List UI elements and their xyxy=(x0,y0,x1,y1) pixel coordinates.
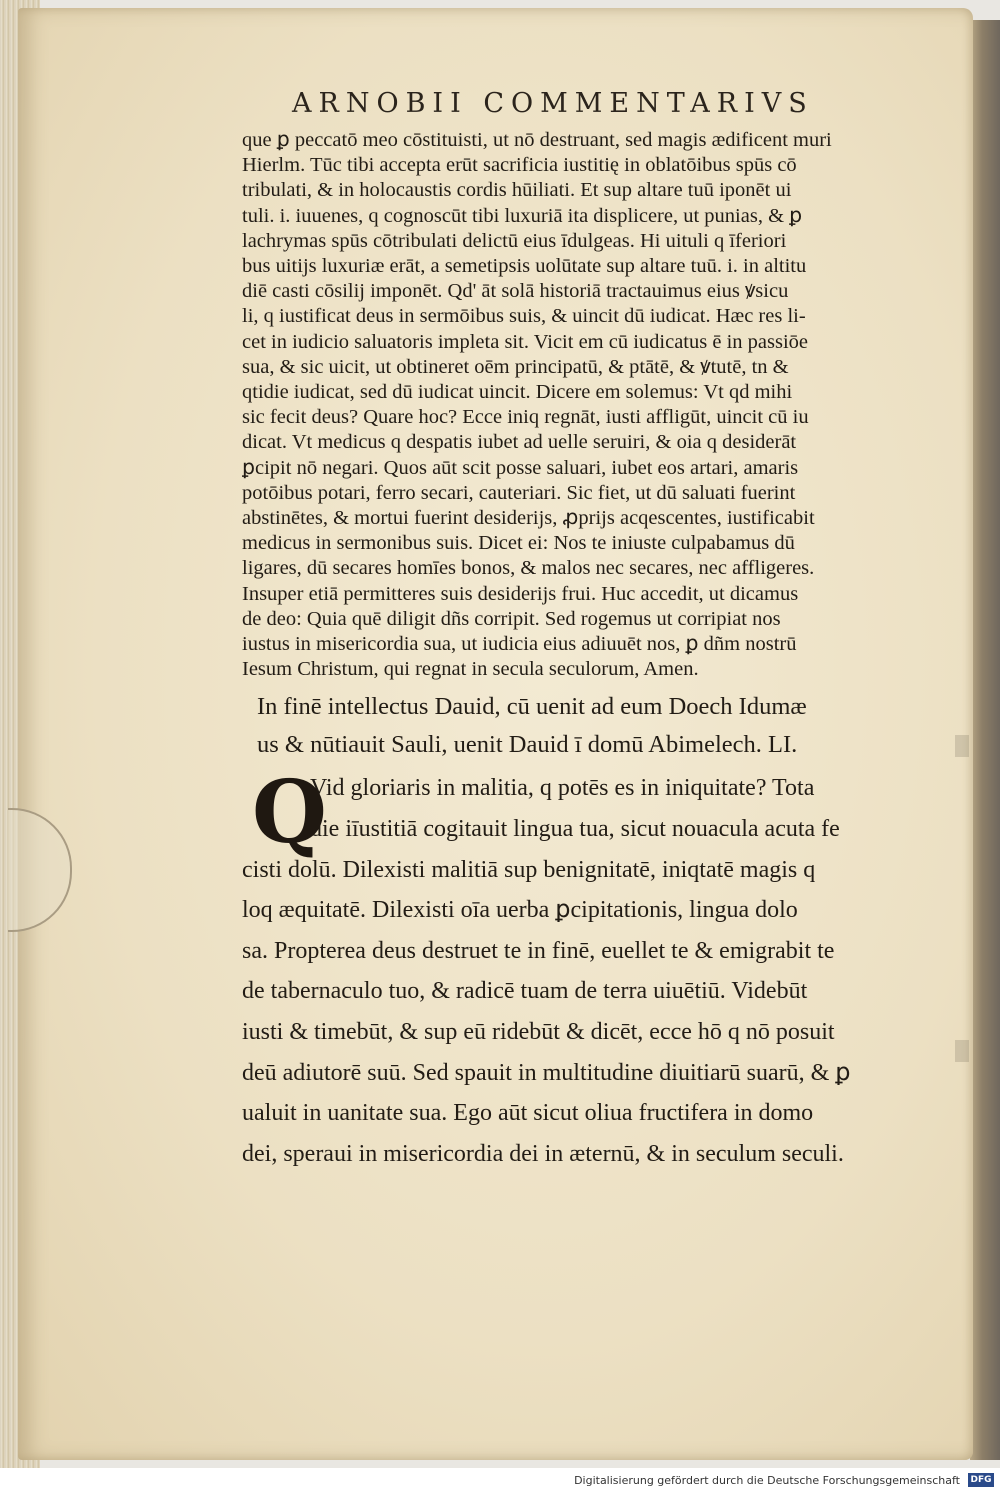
psalm-line: die iīustitiā cogitauit lingua tua, sicut nouacula acuta fe xyxy=(310,816,840,843)
text-line: ꝑcipit nō negari. Quos aūt scit posse saluari, iubet eos artari, amaris xyxy=(242,456,799,479)
decorated-initial: Q xyxy=(252,762,327,864)
text-line: sua, & sic uicit, ut obtineret oēm principatū, & ptātē, & ꝟtutē, tn & xyxy=(242,355,789,378)
text-line: Hierlm. Tūc tibi accepta erūt sacrificia iustitię in oblatōibus spūs cō xyxy=(242,154,797,177)
commentary-block xyxy=(242,128,962,682)
text-line: de deo: Quia quē diligit dñs corripit. Sed rogemus ut corripiat nos xyxy=(242,607,781,630)
text-line: medicus in sermonibus suis. Dicet ei: Nos te iniuste culpabamus dū xyxy=(242,532,795,555)
text-line: sic fecit deus? Quare hoc? Ecce iniq regnāt, iusti affligūt, uincit cū iu xyxy=(242,406,809,429)
text-line: ligares, dū secares homīes bonos, & malos nec secares, nec affligeres. xyxy=(242,557,815,580)
funding-credit: Digitalisierung gefördert durch die Deutsche Forschungsgemeinschaft xyxy=(574,1474,960,1487)
psalm-text xyxy=(242,762,962,1174)
psalm-line: Vid gloriaris in malitia, q potēs es in iniquitate? Tota xyxy=(310,775,815,802)
running-head: ARNOBII COMMENTARIVS xyxy=(292,88,814,119)
text-line: iustus in misericordia sua, ut iudicia eius adiuuēt nos, ꝑ dñm nostrū xyxy=(242,633,797,656)
psalm-line: loq æquitatē. Dilexisti oīa uerba ꝑcipitationis, lingua dolo xyxy=(242,897,798,924)
text-line: cet in iudicio saluatoris impleta sit. Vicit em cū iudicatus ē in passiōe xyxy=(242,330,809,353)
text-line: lachrymas spūs cōtribulati delictū eius īdulgeas. Hi uituli q īferiori xyxy=(242,229,787,252)
text-line: bus uitijs luxuriæ erāt, a semetipsis uolūtate sup altare tuū. i. in altitu xyxy=(242,255,807,278)
text-line: Insuper etiā permitteres suis desiderijs frui. Huc accedit, ut dicamus xyxy=(242,582,799,605)
psalm-line: sa. Propterea deus destruet te in finē, euellet te & emigrabit te xyxy=(242,937,835,964)
heading-line: us & nūtiauit Sauli, uenit Dauid ī domū Abimelech. LI. xyxy=(257,731,798,759)
text-line: diē casti cōsilij imponēt. Qd' āt solā historiā tractauimus eius ꝟsicu xyxy=(242,280,789,303)
psalm-line: de tabernaculo tuo, & radicē tuam de terra uiuētiū. Videbūt xyxy=(242,978,808,1005)
psalm-line: deū adiutorē suū. Sed spauit in multitudine diuitiarū suarū, & ꝑ xyxy=(242,1059,851,1086)
text-line: que ꝑ peccatō meo cōstituisti, ut nō destruant, sed magis ædificent muri xyxy=(242,129,832,151)
text-line: qtidie iudicat, sed dū iudicat uincit. Dicere em solemus: Vt qd mihi xyxy=(242,381,793,404)
page-body xyxy=(242,128,962,1174)
heading-line: In finē intellectus Dauid, cū uenit ad eum Doech Idumæ xyxy=(257,693,807,721)
psalm-line: cisti dolū. Dilexisti malitiā sup benignitatē, iniqtatē magis q xyxy=(242,856,816,883)
footer-bar xyxy=(0,1468,1000,1493)
psalm-line: iusti & timebūt, & sup eū ridebūt & dicēt, ecce hō q nō posuit xyxy=(242,1019,835,1046)
psalm-line: ualuit in uanitate sua. Ego aūt sicut oliua fructifera in domo xyxy=(242,1100,814,1127)
book-edge xyxy=(970,20,1000,1460)
text-line: tribulati, & in holocaustis cordis hūiliati. Et sup altare tuū iponēt ui xyxy=(242,179,792,202)
text-line: tuli. i. iuuenes, q cognoscūt tibi luxuriā ita displicere, ut punias, & ꝑ xyxy=(242,204,803,227)
text-line: li, q iustificat deus in sermōibus suis, & uincit dū iudicat. Hæc res li- xyxy=(242,305,806,328)
text-line: abstinētes, & mortui fuerint desiderijs, ꝓprijs acqescentes, iustificabit xyxy=(242,507,815,530)
text-line: dicat. Vt medicus q despatis iubet ad uelle seruiri, & oia q desiderāt xyxy=(242,431,797,454)
text-line: Iesum Christum, qui regnat in secula seculorum, Amen. xyxy=(242,658,699,681)
dfg-logo: DFG xyxy=(968,1473,994,1487)
psalm-line: dei, speraui in misericordia dei in æternū, & in seculum seculi. xyxy=(242,1140,844,1167)
page-clasp xyxy=(8,808,72,932)
text-line: potōibus potari, ferro secari, cauteriari. Sic fiet, ut dū saluati fuerint xyxy=(242,481,796,504)
psalm-heading xyxy=(242,688,962,764)
